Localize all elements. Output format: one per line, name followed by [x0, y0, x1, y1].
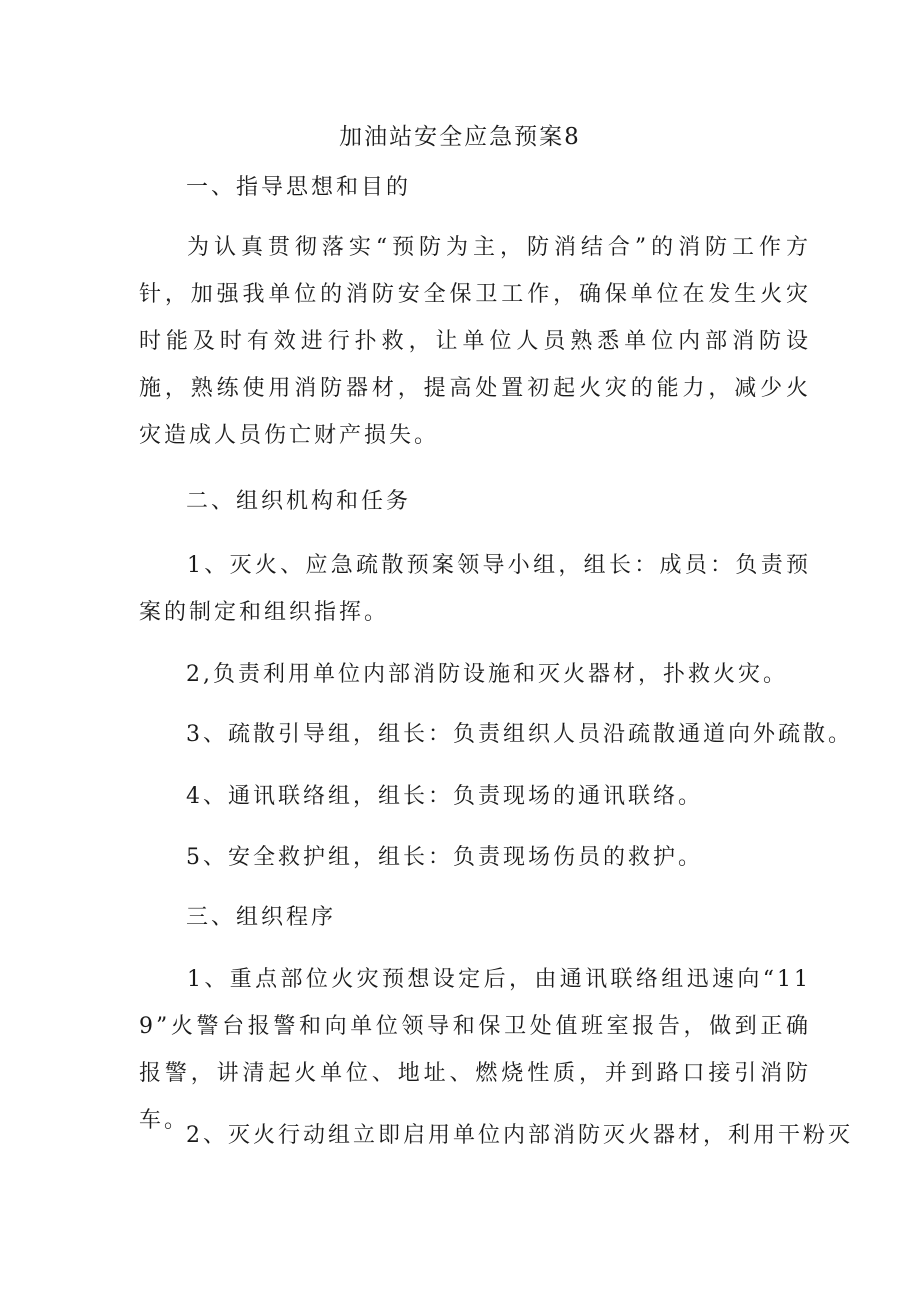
- paragraph-evacuation-group: 3、疏散引导组，组长：负责组织人员沿疏散通道向外疏散。: [186, 722, 853, 747]
- paragraph-leadership-group: 1、灭火、应急疏散预案领导小组，组长：成员：负责预案的制定和组织指挥。: [139, 553, 811, 625]
- paragraph-procedure-step-1: 1、重点部位火灾预想设定后，由通讯联络组迅速向“119”火警台报警和向单位领导和保卫处值班室报告，做到正确报警，讲清起火单位、地址、燃烧性质，并到路口接引消防车。: [139, 967, 811, 1133]
- document-title: 加油站安全应急预案8: [339, 124, 581, 150]
- paragraph-rescue-group: 5、安全救护组，组长：负责现场伤员的救护。: [186, 845, 703, 870]
- section-heading-guiding-principles: 一、指导思想和目的: [186, 175, 412, 200]
- paragraph-fire-fighting-group: 2,负责利用单位内部消防设施和灭火器材，扑救火灾。: [186, 662, 788, 687]
- section-heading-organization: 二、组织机构和任务: [186, 489, 412, 514]
- section-heading-procedure: 三、组织程序: [186, 905, 337, 930]
- paragraph-communication-group: 4、通讯联络组，组长：负责现场的通讯联络。: [186, 784, 703, 809]
- paragraph-procedure-step-2: 2、灭火行动组立即启用单位内部消防灭火器材，利用干粉灭: [186, 1123, 853, 1148]
- paragraph-guiding-principles: 为认真贯彻落实“预防为主，防消结合”的消防工作方针，加强我单位的消防安全保卫工作，确保单位在发生火灾时能及时有效进行扑救，让单位人员熟悉单位内部消防设施，熟练使用消防器材，提高处置初起火灾的能力，减少火灾造成人员伤亡财产损失。: [139, 235, 811, 448]
